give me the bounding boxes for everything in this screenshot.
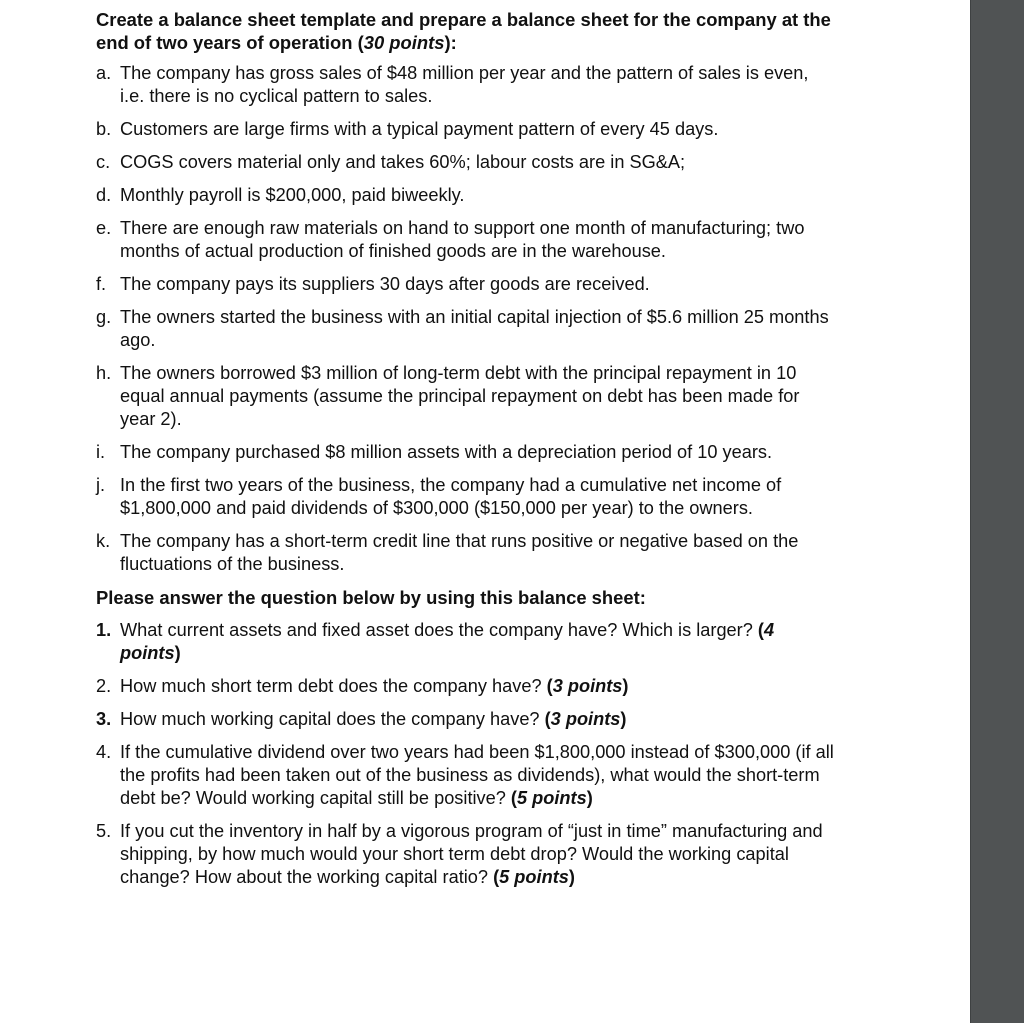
question-item	[96, 619, 836, 665]
question-marker: 4.	[96, 742, 112, 762]
question-text-wrap	[120, 741, 836, 810]
questions-heading: Please answer the question below by using this balance sheet:	[96, 587, 646, 608]
list-item-text: The owners started the business with an initial capital injection of $5.6 million 25 months ago.	[120, 307, 829, 350]
viewer-side-panel	[970, 0, 1024, 1023]
list-item	[96, 273, 836, 296]
list-item	[96, 217, 836, 263]
points-value: 5 points	[499, 867, 569, 887]
list-item	[96, 306, 836, 352]
question-text-wrap	[120, 708, 836, 731]
questions-list	[96, 619, 836, 889]
points-value: 3 points	[550, 709, 621, 729]
list-item-text: Monthly payroll is $200,000, paid biweekly.	[120, 185, 465, 205]
points-close: )	[622, 676, 629, 696]
list-item-text: The company purchased $8 million assets with a depreciation period of 10 years.	[120, 442, 773, 462]
list-item	[96, 474, 836, 520]
points-close: )	[568, 867, 575, 887]
list-marker: h.	[96, 363, 112, 383]
list-marker: g.	[96, 307, 112, 327]
list-marker: d.	[96, 185, 112, 205]
question-item	[96, 820, 836, 889]
points-value: 3 points	[552, 676, 623, 696]
assumptions-list	[96, 62, 836, 576]
list-marker: c.	[96, 152, 111, 172]
list-item-text: The company has gross sales of $48 million per year and the pattern of sales is even, i.e. there is no cyclical pattern to sales.	[120, 63, 809, 106]
question-marker: 3.	[96, 709, 112, 729]
question-item	[96, 708, 836, 731]
points-close: )	[174, 643, 181, 663]
question-marker: 5.	[96, 821, 112, 841]
points-open: (	[546, 676, 553, 696]
list-marker: e.	[96, 218, 112, 238]
list-item-text: COGS covers material only and takes 60%; labour costs are in SG&A;	[120, 152, 686, 172]
question-text: If the cumulative dividend over two years had been $1,800,000 instead of $300,000 (if all the profits had been taken out of the business as dividends), what would the short-term debt be? Would working capital still be positive?	[120, 742, 834, 808]
question-text: How much short term debt does the company have?	[120, 676, 547, 696]
points-close: )	[620, 709, 627, 729]
list-item	[96, 184, 836, 207]
question-marker: 1.	[96, 620, 112, 640]
list-marker: f.	[96, 274, 107, 294]
list-item-text: The company has a short-term credit line that runs positive or negative based on the fluctuations of the business.	[120, 531, 799, 574]
document-content	[96, 8, 836, 899]
question-item	[96, 675, 836, 698]
assignment-heading	[96, 8, 836, 54]
points-value: 4 points	[120, 620, 775, 663]
list-marker: j.	[96, 475, 106, 495]
question-text-wrap	[120, 675, 836, 698]
list-item-text: In the first two years of the business, the company had a cumulative net income of $1,800,000 and paid dividends of $300,000 ($150,000 per year) to the owners.	[120, 475, 782, 518]
question-points	[511, 788, 593, 808]
question-points	[547, 676, 629, 696]
list-item	[96, 62, 836, 108]
question-text-wrap	[120, 619, 836, 665]
heading-end: ):	[444, 32, 457, 53]
list-item-text: Customers are large firms with a typical payment pattern of every 45 days.	[120, 119, 719, 139]
question-text: If you cut the inventory in half by a vigorous program of “just in time” manufacturing and shipping, by how much would your short term debt drop? Would the working capital change? How about the working capital ratio?	[120, 821, 823, 887]
list-item	[96, 441, 836, 464]
list-marker: a.	[96, 63, 112, 83]
panel-divider	[970, 0, 971, 1023]
question-item	[96, 741, 836, 810]
list-item	[96, 118, 836, 141]
question-text: How much working capital does the company have?	[120, 709, 545, 729]
points-close: )	[586, 788, 593, 808]
heading-points: 30 points	[363, 32, 445, 53]
points-open: (	[544, 709, 551, 729]
points-value: 5 points	[516, 788, 587, 808]
question-points	[493, 867, 575, 887]
question-text-wrap	[120, 820, 836, 889]
list-item	[96, 530, 836, 576]
list-item-text: The owners borrowed $3 million of long-term debt with the principal repayment in 10 equal annual payments (assume the principal repayment on debt has been made for year 2).	[120, 363, 800, 429]
points-open: (	[757, 620, 764, 640]
list-item	[96, 151, 836, 174]
list-marker: b.	[96, 119, 112, 139]
list-marker: k.	[96, 531, 111, 551]
list-item	[96, 362, 836, 431]
list-item-text: There are enough raw materials on hand to support one month of manufacturing; two months of actual production of finished goods are in the warehouse.	[120, 218, 805, 261]
list-marker: i.	[96, 442, 106, 462]
heading-text: Create a balance sheet template and prepare a balance sheet for the company at the end of two years of operation (	[96, 9, 831, 53]
question-text: What current assets and fixed asset does the company have? Which is larger?	[120, 620, 758, 640]
question-marker: 2.	[96, 676, 112, 696]
points-open: (	[510, 788, 517, 808]
points-open: (	[493, 867, 500, 887]
list-item-text: The company pays its suppliers 30 days after goods are received.	[120, 274, 650, 294]
question-points	[545, 709, 627, 729]
